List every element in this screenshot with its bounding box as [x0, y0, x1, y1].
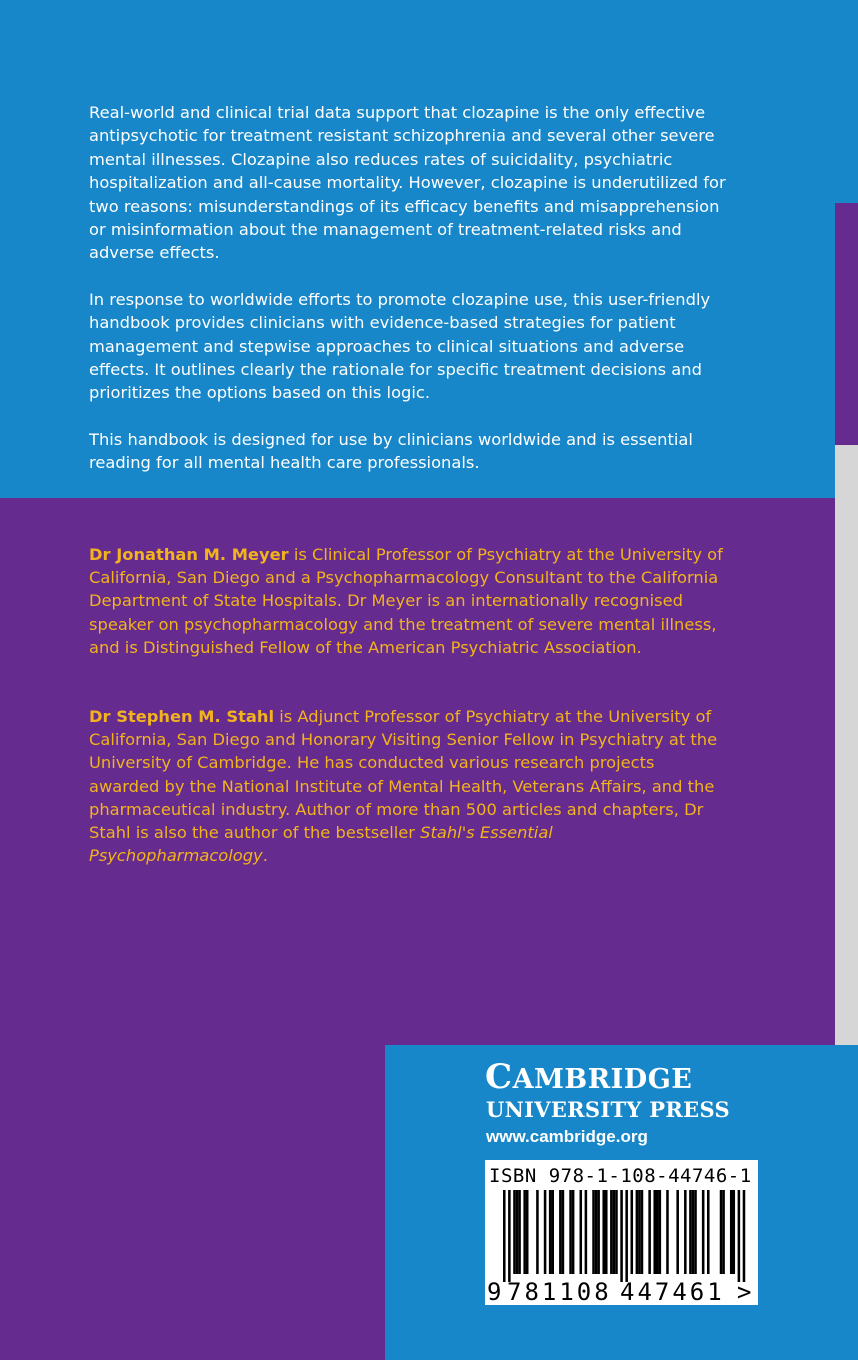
barcode-bar	[551, 1190, 554, 1274]
publisher-name-rest: AMBRIDGE	[512, 1064, 693, 1095]
barcode-bar	[666, 1190, 669, 1274]
barcode-bar	[692, 1190, 695, 1274]
barcode-bar	[659, 1190, 662, 1274]
isbn-label: ISBN 978-1-108-44746-1	[489, 1165, 752, 1187]
author-name-meyer: Dr Jonathan M. Meyer	[89, 545, 289, 564]
barcode-group-2: 447461	[620, 1278, 725, 1306]
bio-stahl	[89, 705, 729, 867]
barcode-bar	[653, 1190, 656, 1274]
barcode-bar	[707, 1190, 710, 1274]
barcode-bar	[636, 1190, 639, 1274]
barcode	[485, 1160, 758, 1305]
barcode-bar	[738, 1190, 741, 1282]
barcode-bar	[518, 1190, 521, 1274]
barcode-bar	[648, 1190, 651, 1274]
barcode-bar	[559, 1190, 562, 1274]
barcode-bar	[676, 1190, 679, 1274]
blurb-paragraph-2: In response to worldwide efforts to promote clozapine use, this user-friendly handbook provides clinicians with evidence-based strategies for patient management and stepwise approaches to clinical situations and adverse effects. It outlines clearly the rationale for specific treatment decisions and prioritizes the options based on this logic.	[89, 289, 711, 403]
blurb-paragraph-1: Real-world and clinical trial data support that clozapine is the only effective antipsychotic for treatment resistant schizophrenia and several other severe mental illnesses. Clozapine also reduces rates of suicidality, psychiatric hospitalization and all-cause mortality. However, clozapine is underutilized for two reasons: misunderstandings of its efficacy benefits and misapprehension or misinformation about the management of treatment-related risks and adverse effects.	[89, 103, 726, 263]
barcode-bar	[526, 1190, 529, 1274]
barcode-bar	[610, 1190, 613, 1274]
author-bios	[89, 543, 729, 913]
barcode-bar	[605, 1190, 608, 1274]
barcode-bar	[631, 1190, 634, 1274]
barcode-bar	[743, 1190, 746, 1282]
book-title: Stahl's Essential Psychopharmacology	[89, 823, 553, 866]
barcode-bar	[592, 1190, 595, 1274]
spine-strip-purple	[835, 203, 858, 445]
publisher-name-initial: C	[485, 1057, 513, 1097]
barcode-bar	[572, 1190, 575, 1274]
barcode-bar	[597, 1190, 600, 1274]
barcode-bar	[523, 1190, 526, 1274]
barcode-group-1: 781108	[507, 1278, 612, 1306]
bio-stahl-end: .	[262, 846, 268, 866]
barcode-bar	[513, 1190, 516, 1274]
barcode-bar	[656, 1190, 659, 1274]
barcode-bar	[562, 1190, 565, 1274]
blurb-text	[89, 101, 729, 498]
barcode-bar	[613, 1190, 616, 1274]
barcode-bar	[638, 1190, 641, 1274]
bio-meyer-text: is Clinical Professor of Psychiatry at the University of California, San Diego and a Psychopharmacology Consultant to the California Department of State Hospitals. Dr Meyer is an internationally recognised speaker on psychopharmacology and the treatment of severe mental illness, and is Distinguished Fellow of the American Psychiatric Association.	[89, 545, 723, 657]
barcode-bar	[615, 1190, 618, 1274]
barcode-bar	[602, 1190, 605, 1274]
barcode-bar	[689, 1190, 692, 1274]
barcode-bar	[730, 1190, 733, 1274]
barcode-bar	[544, 1190, 547, 1274]
barcode-bar	[620, 1190, 623, 1282]
barcode-bar	[641, 1190, 644, 1274]
barcode-bar	[549, 1190, 552, 1274]
author-name-stahl: Dr Stephen M. Stahl	[89, 707, 275, 727]
blurb-paragraph-3: This handbook is designed for use by clinicians worldwide and is essential reading for all mental health care professionals.	[89, 429, 693, 473]
barcode-bar	[722, 1190, 725, 1274]
barcode-bar	[516, 1190, 519, 1274]
barcode-bar	[684, 1190, 687, 1274]
barcode-bar	[595, 1190, 598, 1274]
barcode-lead-digit: 9	[487, 1278, 502, 1306]
publisher-subname: UNIVERSITY PRESS	[486, 1097, 730, 1122]
barcode-arrow: >	[737, 1278, 752, 1306]
spine-strip-grey	[835, 445, 858, 1045]
barcode-bar	[694, 1190, 697, 1274]
bio-meyer	[89, 543, 729, 659]
barcode-bar	[585, 1190, 588, 1274]
barcode-bar	[508, 1190, 511, 1282]
publisher-panel	[385, 1045, 858, 1360]
barcode-bar	[569, 1190, 572, 1274]
barcode-bar	[503, 1190, 506, 1282]
publisher-name	[485, 1057, 692, 1097]
spine-strip-blue	[835, 0, 858, 203]
publisher-url: www.cambridge.org	[486, 1127, 648, 1146]
barcode-bar	[702, 1190, 705, 1274]
barcode-bar	[536, 1190, 539, 1274]
barcode-bar	[625, 1190, 628, 1282]
barcode-bars	[485, 1190, 758, 1282]
bio-stahl-text: is Adjunct Professor of Psychiatry at the University of California, San Diego and Honorary Visiting Senior Fellow in Psychiatry at the University of Cambridge. He has conducted various research projects awarded by the National Institute of Mental Health, Veterans Affairs, and the pharmaceutical industry. Author of more than 500 articles and chapters, Dr Stahl is also the author of the bestseller	[89, 707, 718, 843]
barcode-bar	[720, 1190, 723, 1274]
barcode-bar	[733, 1190, 736, 1274]
barcode-bar	[580, 1190, 583, 1274]
